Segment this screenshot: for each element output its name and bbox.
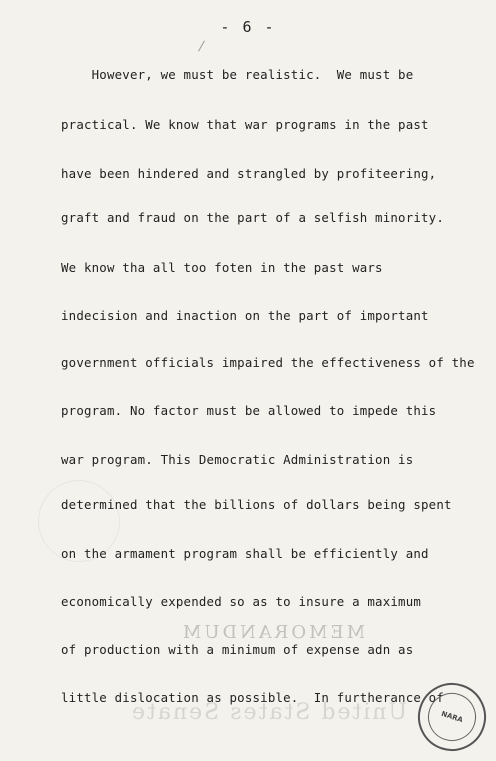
body-line-9: war program. This Democratic Administration is (61, 452, 414, 467)
body-line-5: We know tha all too foten in the past wars (61, 260, 383, 275)
body-line-7: government officials impaired the effectiveness of the (61, 355, 475, 370)
body-line-11: on the armament program shall be efficiently and (61, 546, 429, 561)
body-line-3: have been hindered and strangled by profiteering, (61, 166, 437, 181)
body-line-6: indecision and inaction on the part of important (61, 308, 429, 323)
watermark-senate: United States Senate (130, 700, 408, 725)
body-line-12: economically expended so as to insure a maximum (61, 594, 422, 609)
watermark-memorandum: MEMORANDUM (180, 622, 366, 643)
body-line-13: of production with a minimum of expense adn as (61, 642, 414, 657)
body-line-4: graft and fraud on the part of a selfish minority. (61, 210, 444, 225)
body-line-10: determined that the billions of dollars being spent (61, 497, 452, 512)
body-line-8: program. No factor must be allowed to impede this (61, 403, 437, 418)
body-line-2: practical. We know that war programs in the past (61, 117, 429, 132)
body-line-14: little dislocation as possible. In furtherance of (61, 690, 444, 705)
page-number: - 6 - (220, 18, 276, 36)
pen-mark (198, 41, 205, 52)
library-stamp (409, 674, 495, 760)
body-line-1: However, we must be realistic. We must be (61, 67, 414, 82)
library-stamp-label: NARA (422, 687, 482, 747)
